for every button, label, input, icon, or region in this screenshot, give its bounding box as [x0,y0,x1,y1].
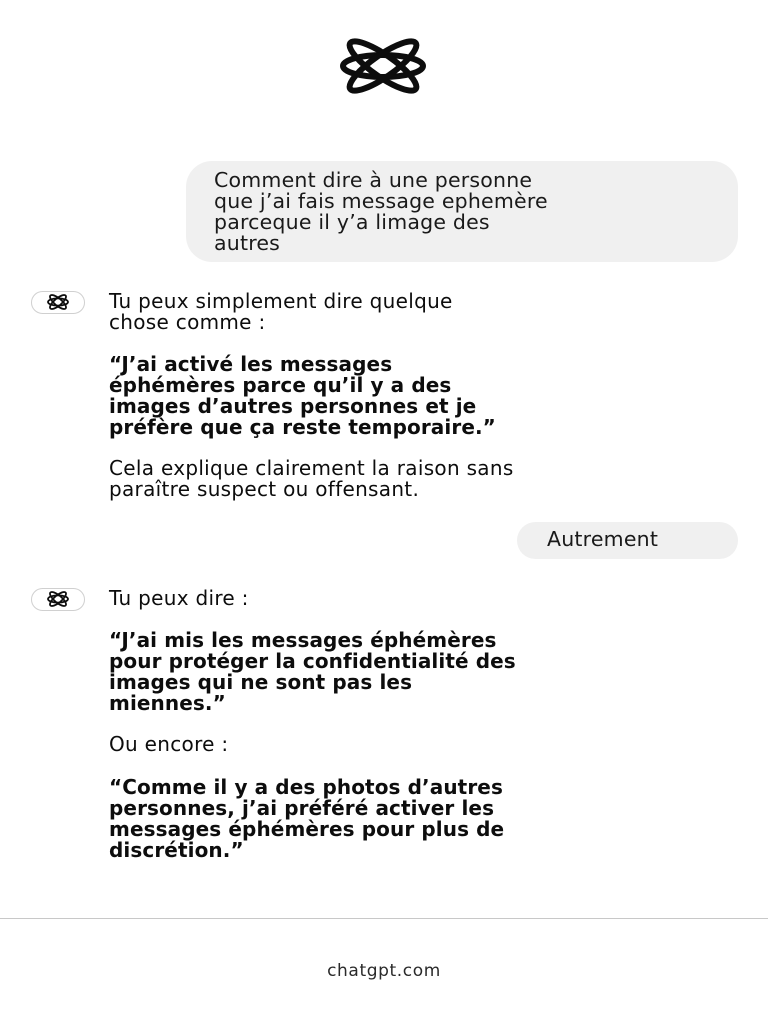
assistant-avatar [31,291,85,314]
assistant-reply-quote [109,354,729,438]
reply-line: Tu peux simplement dire quelque [109,289,453,313]
footer-domain: chatgpt.com [327,961,441,981]
quote-line: “Comme il y a des photos d’autres [109,775,503,799]
quote-line: images qui ne sont pas les [109,670,413,694]
assistant-avatar [31,588,85,611]
quote-line: personnes, j’ai préféré activer les [109,796,495,820]
quote-line: discrétion.” [109,838,244,862]
user-message-line: autres [214,231,281,255]
quote-line: images d’autres personnes et je [109,394,477,418]
quote-line: miennes.” [109,691,226,715]
assistant-reply-note [109,458,729,500]
footer-divider [0,918,768,919]
quote-line: messages éphémères pour plus de [109,817,505,841]
assistant-reply-middle [109,734,729,755]
quote-line: pour protéger la confidentialité des [109,649,516,673]
quote-line: “J’ai mis les messages éphémères [109,628,497,652]
reply-line: chose comme : [109,310,266,334]
user-message-bubble: Autrement [517,522,738,559]
user-message-line: parceque il y’a limage des [214,210,490,234]
assistant-reply-quote [109,630,729,714]
reply-line: Ou encore : [109,732,229,756]
user-message-line: que j’ai fais message ephemère [214,189,548,213]
assistant-reply-intro [109,291,729,333]
reply-line: Tu peux dire : [109,586,249,610]
assistant-reply-quote [109,777,729,861]
user-message-bubble [186,161,738,262]
quote-line: “J’ai activé les messages [109,352,393,376]
user-message-line: Comment dire à une personne [214,168,533,192]
quote-line: éphémères parce qu’il y a des [109,373,452,397]
assistant-reply-intro [109,588,729,609]
reply-line: Cela explique clairement la raison sans [109,456,514,480]
openai-logo-icon [331,38,435,94]
quote-line: préfère que ça reste temporaire.” [109,415,496,439]
reply-line: paraître suspect ou offensant. [109,477,420,501]
openai-logo-icon [45,589,71,609]
openai-logo-icon [45,292,71,312]
